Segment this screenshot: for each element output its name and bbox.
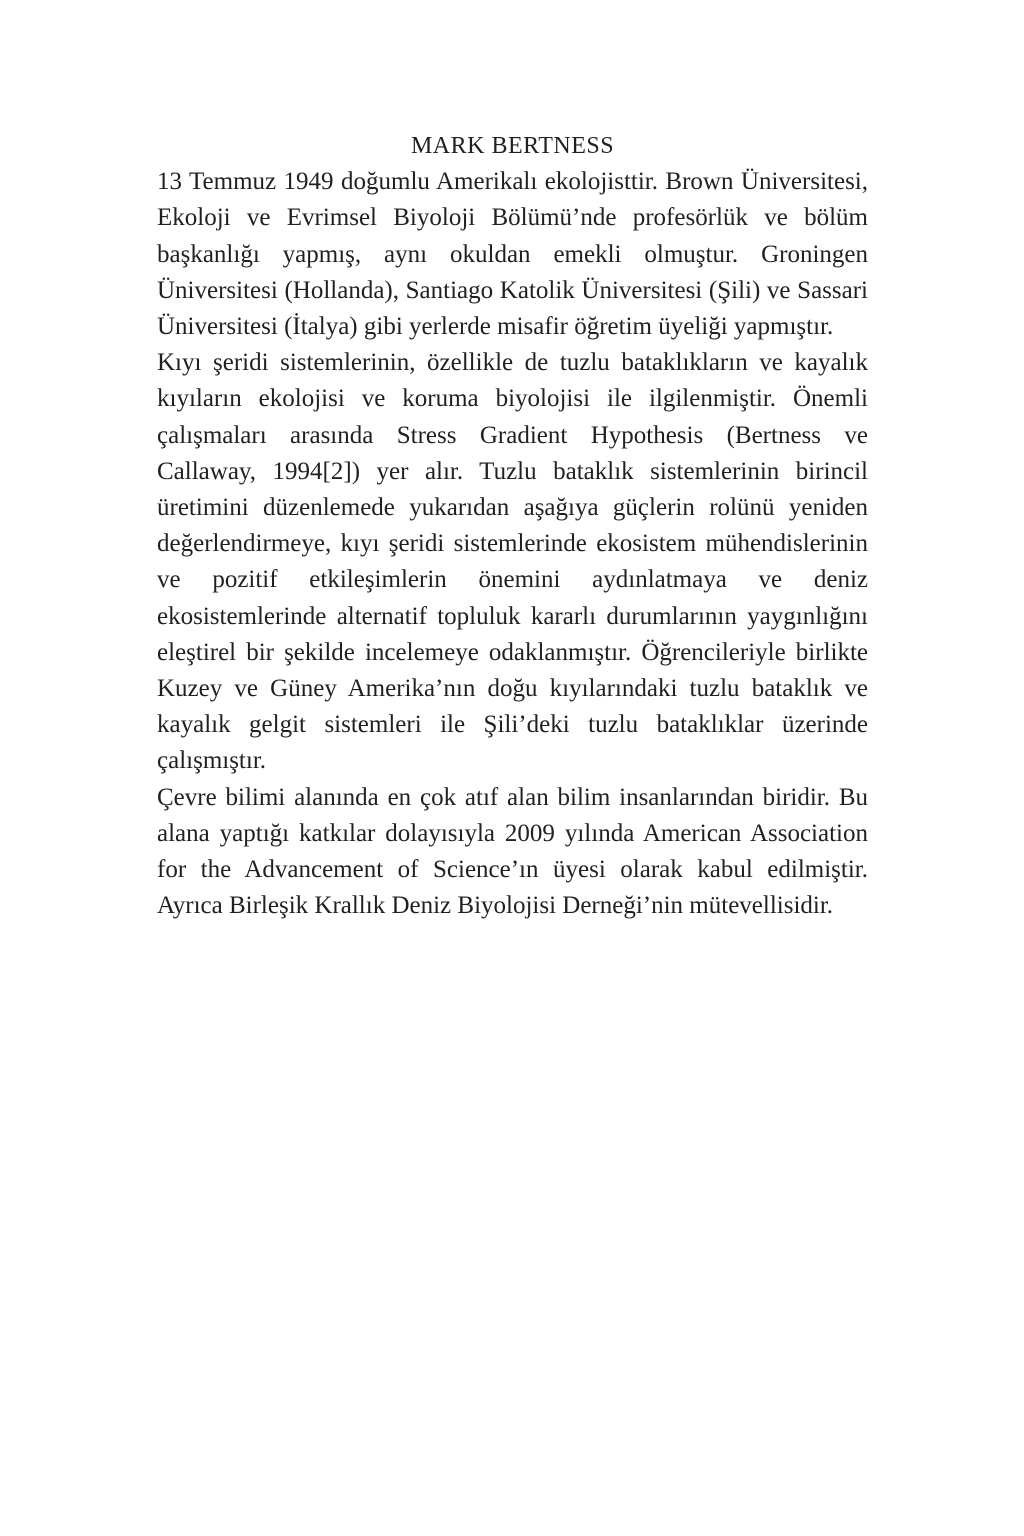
author-name-heading: MARK BERTNESS: [410, 133, 615, 159]
bio-paragraph-recognition: Çevre bilimi alanında en çok atıf alan bilim insanlarından biridir. Bu alana yaptığı katkılar dolayısıyla 2009 yılında American Association for the Advancement of Science’ın üyesi olarak kabul edilmiştir. Ayrıca Birleşik Krallık Deniz Biyolojisi Derneği’nin mütevellisidir.: [157, 783, 868, 920]
bio-paragraph-research: Kıyı şeridi sistemlerinin, özellikle de tuzlu bataklıkların ve kayalık kıyıların ekolojisi ve koruma biyolojisi ile ilgilenmiştir. Önemli çalışmaları arasında Stress Gradient Hypothesis (Bertness ve Callaway, 1994[2]) yer alır. Tuzlu bataklık sistemlerinin birincil üretimini düzenlemede yukarıdan aşağıya güçlerin rolünü yeniden değerlendirmeye, kıyı şeridi sistemlerinde ekosistem mühendislerinin ve pozitif etkileşimlerin önemini aydınlatmaya ve deniz ekosistemlerinde alternatif topluluk kararlı durumlarının yaygınlığını eleştirel bir şekilde incelemeye odaklanmıştır. Öğrencileriyle birlikte Kuzey ve Güney Amerika’nın doğu kıyılarındaki tuzlu bataklık ve kayalık gelgit sistemleri ile Şili’deki tuzlu bataklıklar üzerinde çalışmıştır.: [157, 349, 868, 775]
bio-paragraph-career: 13 Temmuz 1949 doğumlu Amerikalı ekolojisttir. Brown Üniversitesi, Ekoloji ve Evrimsel Biyoloji Bölümü’nde profesörlük ve bölüm başkanlığı yapmış, aynı okuldan emekli olmuştur. Groningen Üniversitesi (Hollanda), Santiago Katolik Üniversitesi (Şili) ve Sassari Üniversitesi (İtalya) gibi yerlerde misafir öğretim üyeliği yapmıştır.: [157, 168, 868, 341]
author-bio: [157, 128, 868, 924]
